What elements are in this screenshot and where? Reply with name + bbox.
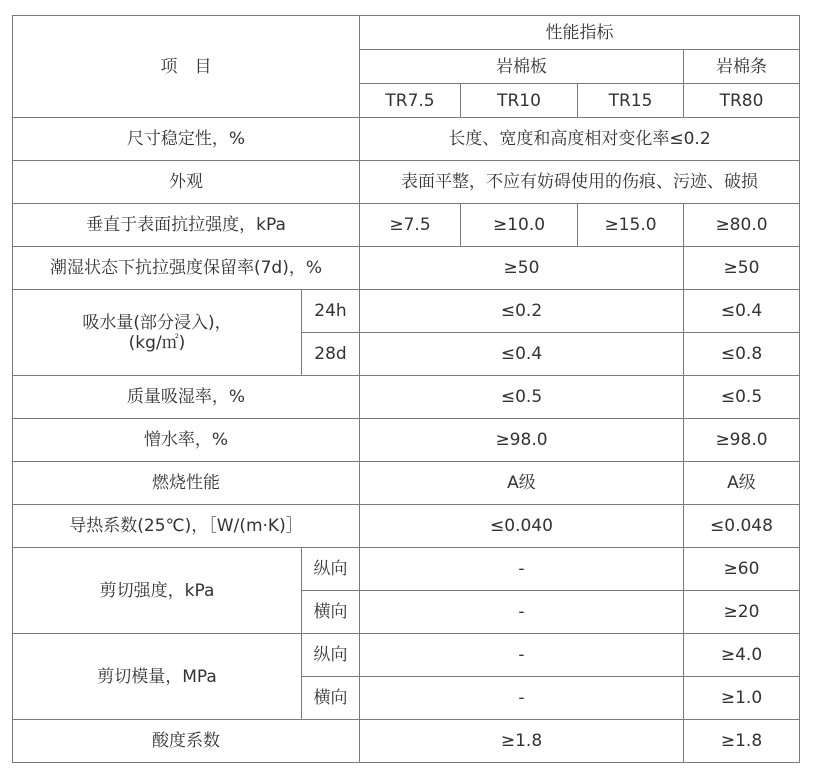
table-row [13,290,800,333]
row-value-board: ≤0.040 [360,505,684,548]
row-value-strip: ≥1.8 [684,720,800,763]
row-label [13,290,302,376]
row-value-board: ≥1.8 [360,720,684,763]
table-row [13,419,800,462]
row-value: 表面平整，不应有妨碍使用的伤痕、污迹、破损 [360,161,800,204]
table-row [13,462,800,505]
row-label-line: (kg/㎡) [128,332,186,353]
row-value: 长度、宽度和高度相对变化率≤0.2 [360,118,800,161]
row-value: ≥15.0 [578,204,684,247]
row-value-strip: ≥60 [684,548,800,591]
header-row-1 [13,16,800,50]
row-value-strip: ≤0.4 [684,290,800,333]
sub-label: 28d [302,333,360,376]
table-row [13,548,800,591]
row-label: 潮湿状态下抗拉强度保留率(7d)，% [13,247,360,290]
row-label: 尺寸稳定性，% [13,118,360,161]
header-group-strip: 岩棉条 [684,50,800,84]
row-value: ≥7.5 [360,204,461,247]
row-label: 酸度系数 [13,720,360,763]
performance-spec-table [12,15,800,763]
row-value-strip: ≤0.8 [684,333,800,376]
row-label: 燃烧性能 [13,462,360,505]
row-value-board: - [360,677,684,720]
header-grade: TR80 [684,84,800,118]
table-row [13,505,800,548]
row-label: 垂直于表面抗拉强度，kPa [13,204,360,247]
table-row [13,247,800,290]
sub-label: 横向 [302,591,360,634]
header-group-board: 岩棉板 [360,50,684,84]
row-value-board: A级 [360,462,684,505]
row-value-strip: ≥50 [684,247,800,290]
sub-label: 24h [302,290,360,333]
header-grade: TR15 [578,84,684,118]
sub-label: 纵向 [302,548,360,591]
row-value-strip: ≥98.0 [684,419,800,462]
table-row [13,720,800,763]
row-label: 导热系数(25℃)，［W/(m·K)］ [13,505,360,548]
row-value-board: ≤0.2 [360,290,684,333]
row-value-strip: ≤0.048 [684,505,800,548]
row-value-board: - [360,548,684,591]
row-value: ≥10.0 [461,204,578,247]
sub-label: 纵向 [302,634,360,677]
header-item: 项 目 [13,16,360,118]
row-label-line: 吸水量(部分浸入)， [82,312,232,333]
row-value-strip: A级 [684,462,800,505]
table-row [13,204,800,247]
row-value-board: ≥98.0 [360,419,684,462]
row-label: 憎水率，% [13,419,360,462]
header-performance: 性能指标 [360,16,800,50]
header-grade: TR7.5 [360,84,461,118]
row-value-strip: ≥4.0 [684,634,800,677]
row-value-board: ≤0.4 [360,333,684,376]
row-label: 外观 [13,161,360,204]
row-value-strip: ≥20 [684,591,800,634]
row-label: 剪切模量，MPa [13,634,302,720]
row-value-board: ≥50 [360,247,684,290]
row-value-board: ≤0.5 [360,376,684,419]
sub-label: 横向 [302,677,360,720]
table-row [13,634,800,677]
table-row [13,161,800,204]
row-value: ≥80.0 [684,204,800,247]
table-row [13,376,800,419]
row-value-strip: ≤0.5 [684,376,800,419]
header-grade: TR10 [461,84,578,118]
row-value-strip: ≥1.0 [684,677,800,720]
row-value-board: - [360,591,684,634]
row-label: 剪切强度，kPa [13,548,302,634]
table-row [13,118,800,161]
row-value-board: - [360,634,684,677]
row-label: 质量吸湿率，% [13,376,360,419]
